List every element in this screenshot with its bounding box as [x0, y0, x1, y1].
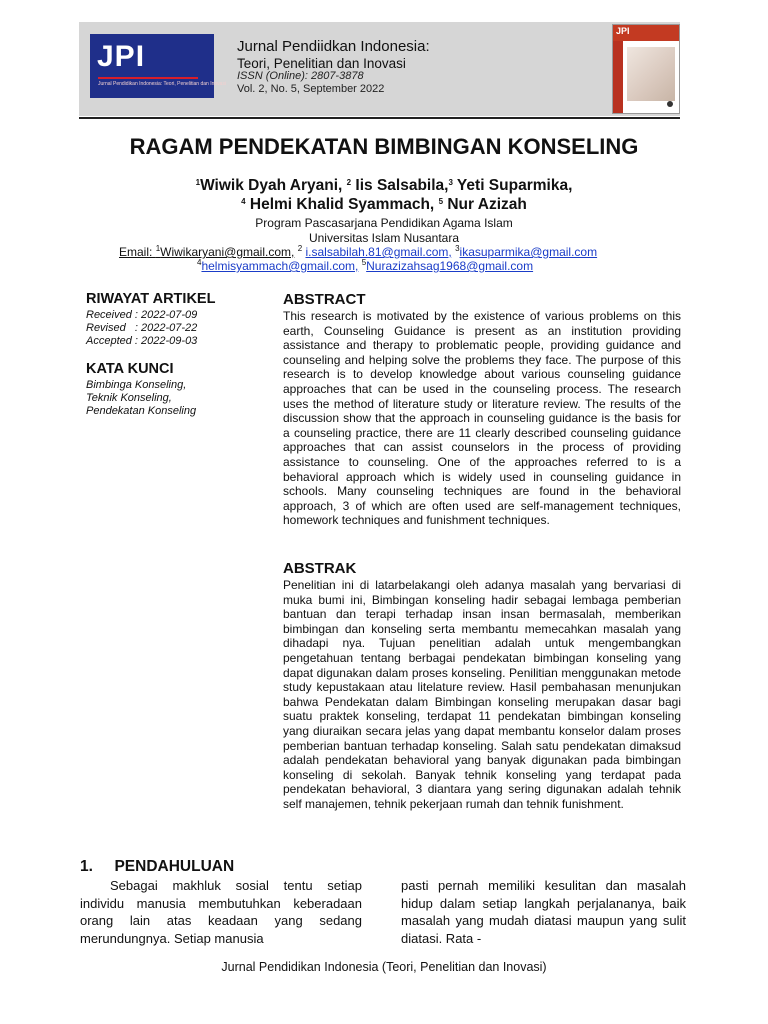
abstract-section: [283, 291, 681, 528]
author-sup: 3: [448, 178, 453, 187]
email-line-1: [119, 245, 597, 259]
cover-banner: [613, 25, 679, 41]
email-link-4[interactable]: helmisyammach@gmail.com,: [201, 259, 359, 273]
abstrak-section: [283, 560, 681, 812]
email-sup: 5: [361, 258, 367, 267]
author-name: Helmi Khalid Syammach,: [245, 196, 439, 213]
accepted-date: Accepted : 2022-09-03: [86, 335, 198, 347]
page-footer: Jurnal Pendidikan Indonesia (Teori, Penelitian dan Inovasi): [221, 960, 547, 974]
cover-stripe: [613, 41, 623, 113]
email-sup: 4: [197, 258, 202, 267]
author-name: Yeti Suparmika,: [452, 177, 573, 194]
affiliation-university: Universitas Islam Nusantara: [308, 231, 460, 245]
authors-line-2: [0, 196, 768, 214]
abstrak-heading: ABSTRAK: [283, 560, 357, 577]
journal-name: Jurnal Pendiidkan Indonesia:: [237, 38, 430, 55]
email-label-group: [119, 245, 294, 259]
introduction-heading: 1. PENDAHULUAN: [80, 858, 235, 875]
introduction-text-right: pasti pernah memiliki kesulitan dan masalah hidup dalam setiap langkah perjalananya, baik masalah yang mudah diatasi maupun yang sulit diatasi. Rata -: [401, 878, 686, 946]
journal-cover-thumbnail: [612, 24, 680, 114]
logo-subtext: Jurnal Pendidikan Indonesia: Teori, Penelitian dan Inovasi: [98, 81, 227, 87]
email-line-2: [197, 259, 533, 273]
keywords-text: Bimbinga Konseling, Teknik Konseling, Pendekatan Konseling: [86, 379, 197, 417]
email-sup: 1: [155, 244, 161, 253]
journal-volume: Vol. 2, No. 5, September 2022: [237, 83, 385, 95]
keywords-heading: KATA KUNCI: [86, 361, 174, 377]
journal-subtitle: Teori, Penelitian dan Inovasi: [237, 56, 406, 71]
email-link-2[interactable]: i.salsabilah.81@gmail.com,: [305, 245, 452, 259]
abstract-heading: ABSTRACT: [283, 291, 366, 308]
author-sup: 1: [195, 178, 201, 187]
cover-label: JPI: [616, 26, 630, 36]
keywords-section: [86, 361, 216, 418]
authors-line-1: [0, 177, 768, 195]
paper-title: RAGAM PENDEKATAN BIMBINGAN KONSELING: [129, 134, 639, 159]
abstrak-text: Penelitian ini di latarbelakangi oleh adanya masalah yang bervariasi di muka bumi ini, Bimbingan konseling hadir sebagai lembaga pemberian bantuan dan terapi terhadap insan insan bermasalah, memberikan bimbingan dan konseling serta membantu memecahkan masalah yang dihadapi nya. Tujuan penelitian adalah untuk mengembangkan pengetahuan tentang berbagai pendekatan bimbingan konseling yang dapat digunakan dalam proses konseling. Penilitian menggunakan metode study kepustakaan atau litelature review. Hasil pembahasan menunjukan bahwa Pendekatan dalam Bimbingan konseling merupakan dasar bagi suatu praktek konseling, terdapat 11 pendekatan bimbingan konseling yang diuraikan secara jelas yang dapat membantu konselor dalam proses pemberian bantuan terhadap konseling. Salah satu pendekatan dimaksud adalah pendekatan behavioral yang banyak digunakan pada bimbingan konseling di sekolah. Banyak tehnik konseling yang terdapat pada pendekatan behavioral, 3 diantara yang sering digunakan adalah tehnik self manajemen, tehnik pekerjaan rumah dan tehnik funishment.: [283, 578, 681, 811]
received-date: Received : 2022-07-09: [86, 309, 198, 321]
email-link-3[interactable]: ikasuparmika@gmail.com: [459, 245, 598, 259]
author-name: Wiwik Dyah Aryani,: [200, 177, 347, 194]
email-link-1[interactable]: Wiwikaryani@gmail.com,: [160, 245, 295, 259]
author-sup: 2: [346, 178, 352, 187]
journal-issn: ISSN (Online): 2807-3878: [237, 70, 364, 82]
affiliation-program: Program Pascasarjana Pendidikan Agama Islam: [255, 216, 513, 230]
author-sup: 4: [241, 197, 246, 206]
email-link-5[interactable]: Nurazizahsag1968@gmail.com: [366, 259, 534, 273]
abstract-text: This research is motivated by the existence of various problems on this earth, Counseling Guidance is present as an institution providing assistance and therapy to problematic people, providing guidance and counseling and helping solve the problems they face. The purpose of this research is to develop knowledge about various counseling guidance approaches that can be used in the counseling process. The research uses the method of literature study or literature review. The results of the discussion show that the approach in counseling guidance is the basis for a counseling practice, there are 11 clearly described counseling guidance approaches that can assist counselors in the process of providing assistance to counseling. One of the approaches referred to is a behavioral approach which is widely used in counseling guidance in schools. Many counseling techniques are found in the behavioral approach, 3 of which are often used are self-management techniques, homework techniques and funishment techniques.: [283, 309, 681, 528]
logo-underline: [98, 77, 198, 79]
header-rule: [79, 117, 680, 119]
cover-image: [627, 47, 675, 101]
revised-date: Revised : 2022-07-22: [86, 322, 198, 334]
article-history: [86, 291, 268, 348]
logo-text: JPI: [97, 40, 146, 73]
author-name: Nur Azizah: [443, 196, 527, 213]
author-name: Iis Salsabila,: [351, 177, 449, 194]
introduction-text-left: Sebagai makhluk sosial tentu setiap individu manusia membutuhkan keberadaan orang lain atas keadaan yang sedang merundungnya. Setiap manusia: [80, 878, 362, 946]
author-sup: 5: [438, 197, 444, 206]
cover-emblem: [667, 101, 673, 107]
article-history-heading: RIWAYAT ARTIKEL: [86, 291, 216, 307]
email-label: Email:: [119, 245, 156, 259]
journal-logo: [90, 34, 227, 98]
email-sup: 2: [297, 244, 303, 253]
email-sup: 3: [455, 244, 460, 253]
